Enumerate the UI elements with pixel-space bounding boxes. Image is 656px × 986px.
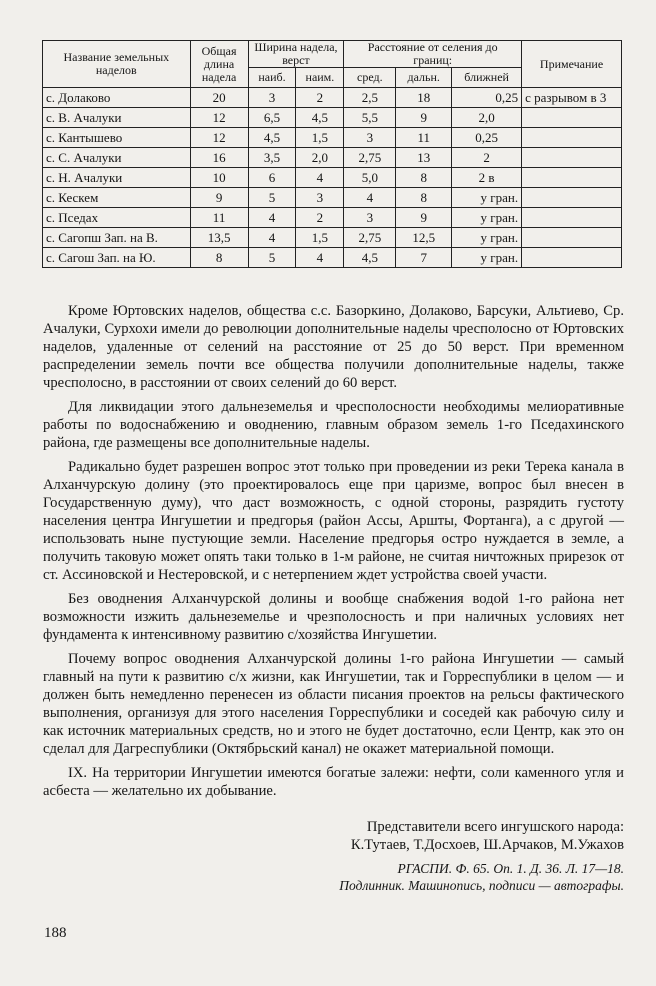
cell-dist-avg: 5,5 xyxy=(344,108,396,128)
cell-dist-avg: 2,75 xyxy=(344,228,396,248)
cell-name: с. С. Ачалуки xyxy=(43,148,191,168)
cell-note xyxy=(522,228,622,248)
signature-names: К.Тутаев, Т.Досхоев, Ш.Арчаков, М.Ужахов xyxy=(350,837,624,853)
paragraph: Кроме Юртовских наделов, общества с.с. Базоркино, Долаково, Барсуки, Альтиево, Ср. Ачалуки, Сурхохи имели до революции дополнительные наделы чресполосно от Юртовских наделов, удаленные от селений на расстояние от 25 до 50 верст. При временном распределении земель почти все общества получили дополнительные наделы, также чресполосно, в расстоянии от своих селений до 60 верст. xyxy=(43,303,624,391)
cell-dist-avg: 3 xyxy=(344,208,396,228)
cell-width-max: 6 xyxy=(248,168,296,188)
cell-width-max: 5 xyxy=(248,248,296,268)
table-row xyxy=(43,248,622,268)
cell-length: 8 xyxy=(190,248,248,268)
cell-length: 16 xyxy=(190,148,248,168)
cell-dist-near: 0,25 xyxy=(452,128,522,148)
cell-length: 11 xyxy=(190,208,248,228)
cell-name: с. Сагош Зап. на Ю. xyxy=(43,248,191,268)
cell-dist-near: 2 в xyxy=(452,168,522,188)
cell-name: с. В. Ачалуки xyxy=(43,108,191,128)
cell-dist-far: 13 xyxy=(396,148,452,168)
paragraph: Радикально будет разрешен вопрос этот только при проведении из реки Терека канала в Алханчурскую долину (это проектировалось еще при царизме, вопрос был внесен в Государственную думу), что даст возможность, с одной стороны, разрядить густоту населения центра Ингушетии и предгорья (район Ассы, Аршты, Фортанга), а с другой — использовать ныне пустующие земли. Население предгорья остро нуждается в земле, а получить таковую может опять таки только в 1-м районе, не считая ничтожных прирезок от ст. Ассиновской и Нестеровской, и с нетерпением ждет устройства своей участи. xyxy=(43,459,624,583)
cell-width-max: 5 xyxy=(248,188,296,208)
header-length: Общая длина надела xyxy=(190,41,248,88)
cell-width-min: 2 xyxy=(296,208,344,228)
header-dist-avg: сред. xyxy=(344,68,396,88)
cell-dist-avg: 4,5 xyxy=(344,248,396,268)
cell-width-min: 3 xyxy=(296,188,344,208)
cell-dist-near: у гран. xyxy=(452,228,522,248)
cell-dist-far: 7 xyxy=(396,248,452,268)
table-row xyxy=(43,128,622,148)
header-width-min: наим. xyxy=(296,68,344,88)
table-row xyxy=(43,88,622,108)
cell-width-max: 4 xyxy=(248,208,296,228)
paragraph: Без оводнения Алханчурской долины и вообще снабжения водой 1-го района нет возможности изжить дальнеземелье и чрезполосность и при наличных условиях нет фундамента к интенсивному развитию с/хозяйства Ингушетии. xyxy=(43,591,624,643)
document-description: Подлинник. Машинопись, подписи — автографы. xyxy=(339,878,624,893)
cell-width-min: 4,5 xyxy=(296,108,344,128)
table-row xyxy=(43,208,622,228)
cell-length: 20 xyxy=(190,88,248,108)
header-dist-near: ближней xyxy=(452,68,522,88)
cell-name: с. Сагопш Зап. на В. xyxy=(43,228,191,248)
cell-dist-far: 11 xyxy=(396,128,452,148)
table-row xyxy=(43,108,622,128)
header-note: Примечание xyxy=(522,41,622,88)
cell-name: с. Долаково xyxy=(43,88,191,108)
cell-length: 9 xyxy=(190,188,248,208)
cell-dist-avg: 4 xyxy=(344,188,396,208)
cell-width-min: 4 xyxy=(296,168,344,188)
signature-title: Представители всего ингушского народа: xyxy=(366,819,624,835)
cell-note xyxy=(522,208,622,228)
cell-dist-far: 9 xyxy=(396,108,452,128)
archive-reference: РГАСПИ. Ф. 65. Оп. 1. Д. 36. Л. 17—18. xyxy=(397,861,624,876)
cell-name: с. Н. Ачалуки xyxy=(43,168,191,188)
table-row xyxy=(43,228,622,248)
paragraph: Для ликвидации этого дальнеземелья и чресполосности необходимы мелиоративные работы по водоснабжению и оводнению, главным образом земель 1-го Пседахинского района, где размещены все дополнительные наделы. xyxy=(43,399,624,451)
cell-note xyxy=(522,168,622,188)
header-distance: Расстояние от селения до границ: xyxy=(344,41,522,68)
cell-name: с. Кескем xyxy=(43,188,191,208)
cell-width-max: 3,5 xyxy=(248,148,296,168)
cell-note xyxy=(522,248,622,268)
cell-dist-near: у гран. xyxy=(452,188,522,208)
cell-width-min: 2,0 xyxy=(296,148,344,168)
paragraph: Почему вопрос оводнения Алханчурской долины 1-го района Ингушетии — самый главный на пути к развитию с/х жизни, как Ингушетии, так и Горреспублики в целом — и должен быть немедленно перенесен из области писания проектов на рельсы фактического выполнения, организуя для этого населения Горреспублики и соседей как рабочую силу и как источник материальных средств, но и этого не будет достаточно, если Центр, как это он сделал для Дагреспублики (Октябрьский канал) не окажет материальной помощи. xyxy=(43,651,624,757)
cell-dist-near: у гран. xyxy=(452,208,522,228)
cell-note xyxy=(522,188,622,208)
header-dist-far: дальн. xyxy=(396,68,452,88)
page-number: 188 xyxy=(44,925,67,941)
cell-width-max: 3 xyxy=(248,88,296,108)
table-row xyxy=(43,188,622,208)
cell-note xyxy=(522,128,622,148)
cell-name: с. Пседах xyxy=(43,208,191,228)
cell-length: 13,5 xyxy=(190,228,248,248)
cell-width-max: 6,5 xyxy=(248,108,296,128)
body-text xyxy=(43,302,624,806)
table-row xyxy=(43,168,622,188)
land-allotment-table xyxy=(42,40,622,268)
cell-name: с. Кантышево xyxy=(43,128,191,148)
cell-width-min: 2 xyxy=(296,88,344,108)
cell-dist-avg: 2,75 xyxy=(344,148,396,168)
cell-dist-far: 12,5 xyxy=(396,228,452,248)
cell-dist-near: 2,0 xyxy=(452,108,522,128)
cell-dist-avg: 2,5 xyxy=(344,88,396,108)
cell-dist-avg: 5,0 xyxy=(344,168,396,188)
cell-dist-near: у гран. xyxy=(452,248,522,268)
cell-dist-avg: 3 xyxy=(344,128,396,148)
cell-length: 12 xyxy=(190,108,248,128)
cell-note xyxy=(522,108,622,128)
cell-dist-far: 8 xyxy=(396,168,452,188)
cell-width-min: 1,5 xyxy=(296,228,344,248)
cell-dist-far: 18 xyxy=(396,88,452,108)
cell-dist-far: 8 xyxy=(396,188,452,208)
table-row xyxy=(43,148,622,168)
cell-note xyxy=(522,148,622,168)
cell-dist-near: 2 xyxy=(452,148,522,168)
cell-width-min: 4 xyxy=(296,248,344,268)
header-width: Ширина надела, верст xyxy=(248,41,344,68)
cell-length: 12 xyxy=(190,128,248,148)
cell-dist-near: 0,25 xyxy=(452,88,522,108)
cell-note: с разрывом в 3 xyxy=(522,88,622,108)
cell-width-max: 4 xyxy=(248,228,296,248)
table-header-row xyxy=(43,41,622,68)
header-name: Название земельных наделов xyxy=(43,41,191,88)
header-width-max: наиб. xyxy=(248,68,296,88)
cell-length: 10 xyxy=(190,168,248,188)
signature-block xyxy=(351,818,624,854)
cell-width-min: 1,5 xyxy=(296,128,344,148)
paragraph: IX. На территории Ингушетии имеются богатые залежи: нефти, соли каменного угля и асбеста — желательно их добывание. xyxy=(43,765,624,799)
cell-dist-far: 9 xyxy=(396,208,452,228)
cell-width-max: 4,5 xyxy=(248,128,296,148)
archive-source xyxy=(339,860,624,894)
